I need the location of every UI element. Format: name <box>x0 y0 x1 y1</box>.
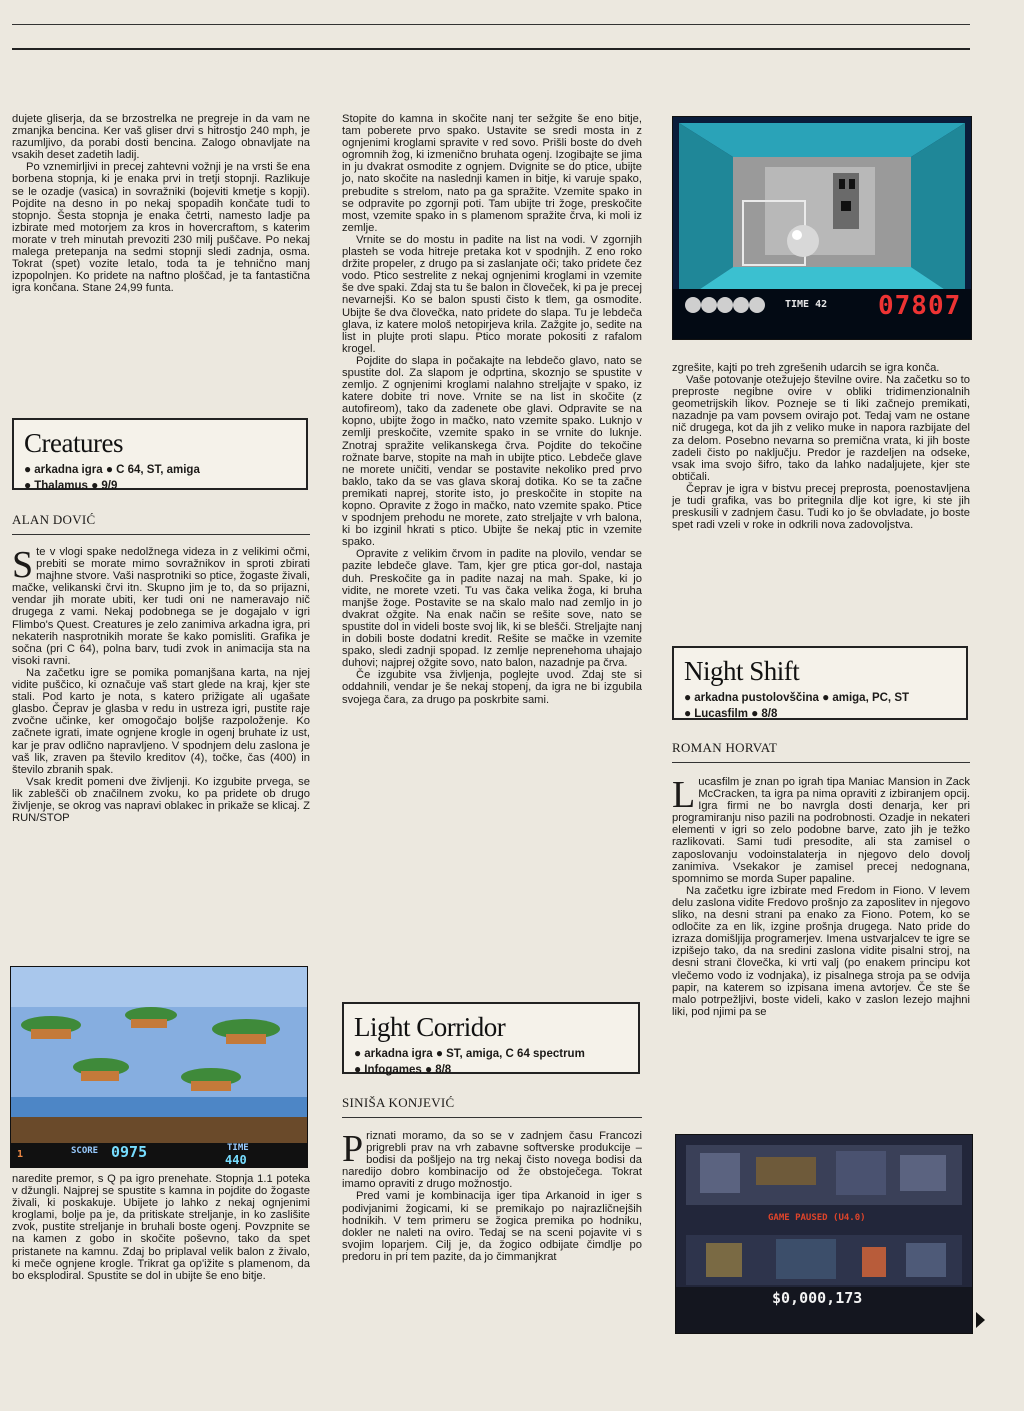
creatures-screenshot <box>10 966 308 1168</box>
night-shift-header-box <box>672 646 968 720</box>
bullet-icon: ● <box>105 462 114 476</box>
paragraph: Pred vami je kombinacija iger tipa Arkanoid in iger s podivjanimi žogicami, ki se premikajo po najrazličnejših hodnikih. V tem primeru se žogica premika po hodniku, dokler ne naleti na oviro. Tedaj se na sceni pojavite vi s svojim loparjem. Cilj je, da žogico odbijate čimdlje po predoru in pri tem pazite, da jo čimmanjkrat <box>342 1190 642 1263</box>
night-shift-title: Night Shift <box>684 656 800 686</box>
paragraph: naredite premor, s Q pa igro prenehate. Stopnja 1.1 poteka v džungli. Najprej se spustite s kamna in pojdite do žogaste živali, ki poskakuje. Ubijete jo lahko z nekaj ognjenimi kroglami, bolje pa je, da pritiskate streljanje, in ko zaslišite zvok, pustite streljanje in bruhali boste ogenj. Povzpnite se na kamen z gobo in skočite poševno, tako da spet pristanete na kamnu. Zdaj bo priplaval velik balon z živalo, ki meče ognjene krogle. Trikrat ga op'ižite s plamenom, da bo eksplodiral. Spustite se dol in ubijte še eno bitje. <box>12 1173 310 1282</box>
paragraph: Ste v vlogi spake nedolžnega videza in z velikimi očmi, prebiti se morate mimo sovražnikov in sproti zbirati majhne stvore. Vaši nasprotniki so ptice, žogaste živali, mačke, velikanski črvi itn. Skupno jim je to, da so prijazni, vendar jih morate ubiti, ker tudi oni ne nameravajo nič drugega z vami. Nekaj podobnega se je dogajalo v igri Flimbo's Quest. Creatures je zelo zanimiva arkadna igra, pri nekaterih nasprotnikih morate še kako pomisliti. Grafika je sočna (pri C 64), polna barv, tudi zvok in animacija sta na visoki ravni. <box>12 544 310 667</box>
paragraph: Vrnite se do mostu in padite na list na vodi. V zgornjih plasteh se voda hitreje pretaka kot v spodnjih. Z eno roko držite propeler, z drugo pa si zaslanjate oči; tako pridete čez vodo. Ptico sestrelite z nekaj ognjenimi kroglami in vzemite še dve spaki. Zdaj sta tu še balon in človeček, ki pa je precej nevarnejši. Ko se balon spusti čisto k tlem, ga osmodite. Ubijte še dva človečka, nato pridete do slapa. Tu je lebdeča glava, iz katere mološ netopirjeva krila. Zažgite jo, sedite na list in plujte proti slapu. Ptico morate pokositi z rafalom krogel. <box>342 233 642 355</box>
light-corridor-header-box <box>342 1002 640 1074</box>
paragraph: Na začetku igre se pomika pomanjšana karta, na njej vidite puščico, ki označuje vaš start glede na kraj, kjer ste stali. Pod karto je nota, s katero prižigate ali ugašate glasbo. Čeprav je glasba v redu in ustreza igri, pustite raje zvočne učinke, ker omogočajo boljše razpoloženje. Ko začnete igrati, imate ognjene krogle in ogenj bruhate iz ust, kar je prav odlično napravljeno. V spodnjem delu zaslona je vaš lik, zraven pa število kreditov (4), točke, čas (400) in število zbranih spak. <box>12 666 310 776</box>
dropcap: L <box>672 774 696 816</box>
bullet-icon: ● <box>684 706 692 720</box>
paragraph: Vaše potovanje otežujejo številne ovire. Na začetku so to preproste negibne ovire v obliki tridimenzionalnih geometrijskih likov. Pozneje se ti liki začnejo premikati, nazadnje pa vam povsem ovirajo pot. Tedaj vam ne ostane nič drugega, kot da jih z veliko muke in napora razbijate del za delom. Posebno nevarna so premična vrata, ki jih boste zadeli čisto po naključju. Predor je razdeljen na odseke, vsak ima svojo šifro, tako da lahko nadaljujete, kjer ste obtičali. <box>672 374 970 483</box>
creatures-author: ALAN DOVIĆ <box>12 512 310 535</box>
light-corridor-meta-line-1: ● arkadna igra ● ST, amiga, C 64 spectrum <box>354 1046 585 1060</box>
night-shift-hud-paused: GAME PAUSED (U4.0) <box>768 1213 866 1223</box>
creatures-meta-line-2: ● Thalamus ● 9/9 <box>24 478 118 492</box>
creatures-hud-score-label: SCORE <box>71 1146 99 1156</box>
light-corridor-author: SINIŠA KONJEVIĆ <box>342 1095 642 1118</box>
bullet-icon: ● <box>354 1046 362 1060</box>
column-1-intro <box>12 113 310 294</box>
light-corridor-title: Light Corridor <box>354 1012 506 1042</box>
bullet-icon: ● <box>24 478 32 492</box>
paragraph: Pojdite do slapa in počakajte na lebdečo glavo, nato se spustite dol. Za slapom je odprtina, skoznjo se spustite v zemljo. Z ognjenimi kroglami nalahno streljajte v spako, iz katere dobite tri nove. Vrnite se na list in skočite (z autofireom), tako da zadenete obe glavi. Odpravite se na kopno, ubijte žogo in mačko, nato vzemite spako. Luknjo v zemlji preskočite, vzemite spako in se vrnite do luknje. Znotraj spražite velikanskega črva. Pojdite do tekočine rožnate barve, stopite na mah in ubijte ptico. Lebdeče glave ne morete uničiti, vendar se postavite nekoliko pred prvo baklo, tako da se vas glava skoraj dotika. Ko se ta začne premikati naprej, storite isto, jo preskočite in stopite na kopno. Opravite z žogo in mačko, nato vzemite spako. Ptice v spodnjem prehodu ne morete, zato streljajte v vrh balona, ki bo izginil hkrati s ptico. Ubijte še nekaj ptic in vzemite spako. <box>342 354 642 549</box>
creatures-title: Creatures <box>24 428 123 458</box>
creatures-hud-lives: 1 <box>17 1149 24 1160</box>
light-corridor-screenshot <box>672 116 972 340</box>
night-shift-screenshot <box>675 1134 973 1334</box>
top-rule <box>12 24 970 25</box>
paragraph: Če izgubite vsa življenja, poglejte uvod. Zdaj ste si oddahnili, vendar je še nekaj stopenj, da igra ne bi izgubila svojega čara, za drugo pa poskrbite sami. <box>342 669 642 706</box>
light-corridor-hud-time: TIME 42 <box>785 299 828 310</box>
night-shift-author: ROMAN HORVAT <box>672 740 970 763</box>
light-corridor-meta-line-2: ● Infogames ● 8/8 <box>354 1062 452 1076</box>
creatures-header-box <box>12 418 308 490</box>
creatures-hud-time-label: TIME <box>227 1143 249 1153</box>
night-shift-meta-line-2: ● Lucasfilm ● 8/8 <box>684 706 778 720</box>
paragraph: dujete gliserja, da se brzostrelka ne pregreje in da vam ne zmanjka bencina. Ker vaš gliser drvi s hitrostjo 240 mph, je razumljivo, da porabi dosti bencina. Zalogo obnavljate na vsakih deset zadetih ladij. <box>12 113 310 162</box>
paragraph: Lucasfilm je znan po igrah tipa Maniac Mansion in Zack McCracken, ta igra pa nima opraviti z izbiranjem opcij. Igra firmi ne bo navrgla dosti denarja, ker pri programiranju niso pazili na podrobnosti. Ozadje in nekateri elementi v igri so zelo podobne barve, zato jih je težko razlikovati. Sami tudi presodite, ali sta zamisel o zaposlovanju vodoinstalaterja in njegovo delo dovolj zanimiva. Vsekakor je zamisel precej nedognana, spomnimo se morda Super papaline. <box>672 774 970 885</box>
dropcap: S <box>12 544 34 586</box>
bullet-icon: ● <box>354 1062 362 1076</box>
creatures-hud-time: 440 <box>225 1153 247 1167</box>
bullet-icon: ● <box>684 690 692 704</box>
bullet-icon: ● <box>822 690 830 704</box>
bullet-icon: ● <box>24 462 32 476</box>
light-corridor-hud-score: 07807 <box>878 291 962 321</box>
creatures-meta-line-1: ● arkadna igra ● C 64, ST, amiga <box>24 462 200 476</box>
bullet-icon: ● <box>91 478 99 492</box>
creatures-body-continued <box>12 1173 310 1282</box>
dropcap: P <box>342 1128 364 1170</box>
light-corridor-body <box>342 1130 642 1263</box>
bullet-icon: ● <box>435 1046 444 1060</box>
paragraph: Po vznemirljivi in precej zahtevni vožnji je na vrsti še ena borbena stopnja, ki je enaka prvi in tretji stopnji. Razlikuje se le ozadje (vasica) in sovražniki (bojeviti kmetje s kopji). Pojdite na desno in po nekaj spopadih končate tudi to stopnjo. Šesta stopnja je enaka četrti, namesto ladje pa izbirate med motorjem za kros in hovercraftom, s katerim morate v treh minutah prevoziti 230 milj puščave. Po nekaj malega pretepanja na sedmi stopnji sledi zadnja, osma. Tokrat (spet) vozite letalo, toda ta je tehnično manj izpopolnjen. Ko pridete na naftno ploščad, je ta fantastična igra končana. Stane 24,99 funta. <box>12 161 310 295</box>
paragraph: Vsak kredit pomeni dve življenji. Ko izgubite prvega, se lik zablešči ob značilnem zvoku, ko pa pridete ob drugo življenje, se okrog vas napravi oblakec in prikaže se klicaj. Z RUN/STOP <box>12 775 310 825</box>
bullet-icon: ● <box>424 1062 433 1076</box>
paragraph: Stopite do kamna in skočite nanj ter sežgite še eno bitje, tam poberete prvo spako. Ustavite se sredi mosta in z ognjenimi kroglami spravite v red sovo. Prišli boste do dveh ogromnih žog, ki izmenično bruhata ogenj. Izogibajte se jima in ju dvakrat osmodite z ognjem. Dvignite se do ptice, ubijte jo, nato skočite na naslednji kamen in bitje, ki varuje spako, prebudite s strelom, nato pa ga spražite. Vzemite spako in se odpravite po zgornji poti. Tam ubijte tri žoge, preskočite most, vzemite spako in s plamenom spražite črva, ki moli iz zemlje. <box>342 113 642 234</box>
bullet-icon: ● <box>751 706 759 720</box>
paragraph: Opravite z velikim črvom in padite na plovilo, vendar se pazite lebdeče glave. Tam, kjer gre ptica gor-dol, nastaja duh. Preskočite ga in padite nazaj na mah. Spake, ki jo vidite, ne morete vzeti. Tu vas čaka velika žoga, ki bruha manjše žoge. Postavite se na skalo malo nad zemljo in jo dvakrat ožgite. Na enak način se rešite sove, nato se spustite dol in videli boste svoj lik, ki se blešči. Streljajte nanj in dobili boste dodatni kredit. Rešite se mačke in vzemite spako, sledi zadnji spopad. Iz zemlje neprenehoma uhajajo duhovi; najprej ožgite sovo, nato balon, nazadnje pa črva. <box>342 548 642 670</box>
night-shift-hud-money: $0,000,173 <box>772 1289 863 1307</box>
light-corridor-body-continued <box>672 362 970 531</box>
column-2-walkthrough <box>342 113 642 706</box>
top-rule-thick <box>12 48 970 50</box>
continue-arrow-icon <box>976 1312 985 1328</box>
night-shift-meta-line-1: ● arkadna pustolovščina ● amiga, PC, ST <box>684 690 910 704</box>
paragraph: zgrešite, kajti po treh zgrešenih udarcih se igra konča. <box>672 362 940 374</box>
creatures-hud-score: 0975 <box>111 1143 148 1161</box>
creatures-scene <box>11 967 307 1167</box>
creatures-body <box>12 546 310 824</box>
paragraph: Čeprav je igra v bistvu precej preprosta, poenostavljena je tudi grafika, vas bo pritegnila dlje kot igre, ki ste jih preskusili v zadnjem času. Tudi ko jo še obvladate, jo boste spet radi vzeli v roke in odkrili nova zadovoljstva. <box>672 482 970 532</box>
paragraph: Priznati moramo, da so se v zadnjem času Francozi prigrebli prav na vrh zabavne softverske produkcije – bodisi da pošljejo na trg nekaj čisto novega bodisi da naredijo dobro kombinacijo od že obstoječega. Tokrat imamo opraviti z drugo možnostjo. <box>342 1128 642 1191</box>
paragraph: Na začetku igre izbirate med Fredom in Fiono. V levem delu zaslona vidite Fredovo prošnjo za zaposlitev in njegovo sliko, na desni strani pa enako za Fiono. Potem, ko se odločite za en lik, izgine prošnja drugega. Nato pride do izraza domišljija programerjev. Imena ustvarjalcev te igre se izpišejo tako, da na sredini zaslona vidite pisalni stroj, na desni strani človečka, ki vrti valj (po enakem principu kot vlečemo vodo iz vodnjaka), iz pisalnega stroja pa se odvija papir, na katerem so izpisana imena avtorjev. Če ste še malo potrpežljivi, boste videli, kako v zaslon lezejo majhni liki, pod njimi pa se <box>672 884 970 1018</box>
night-shift-body <box>672 776 970 1018</box>
